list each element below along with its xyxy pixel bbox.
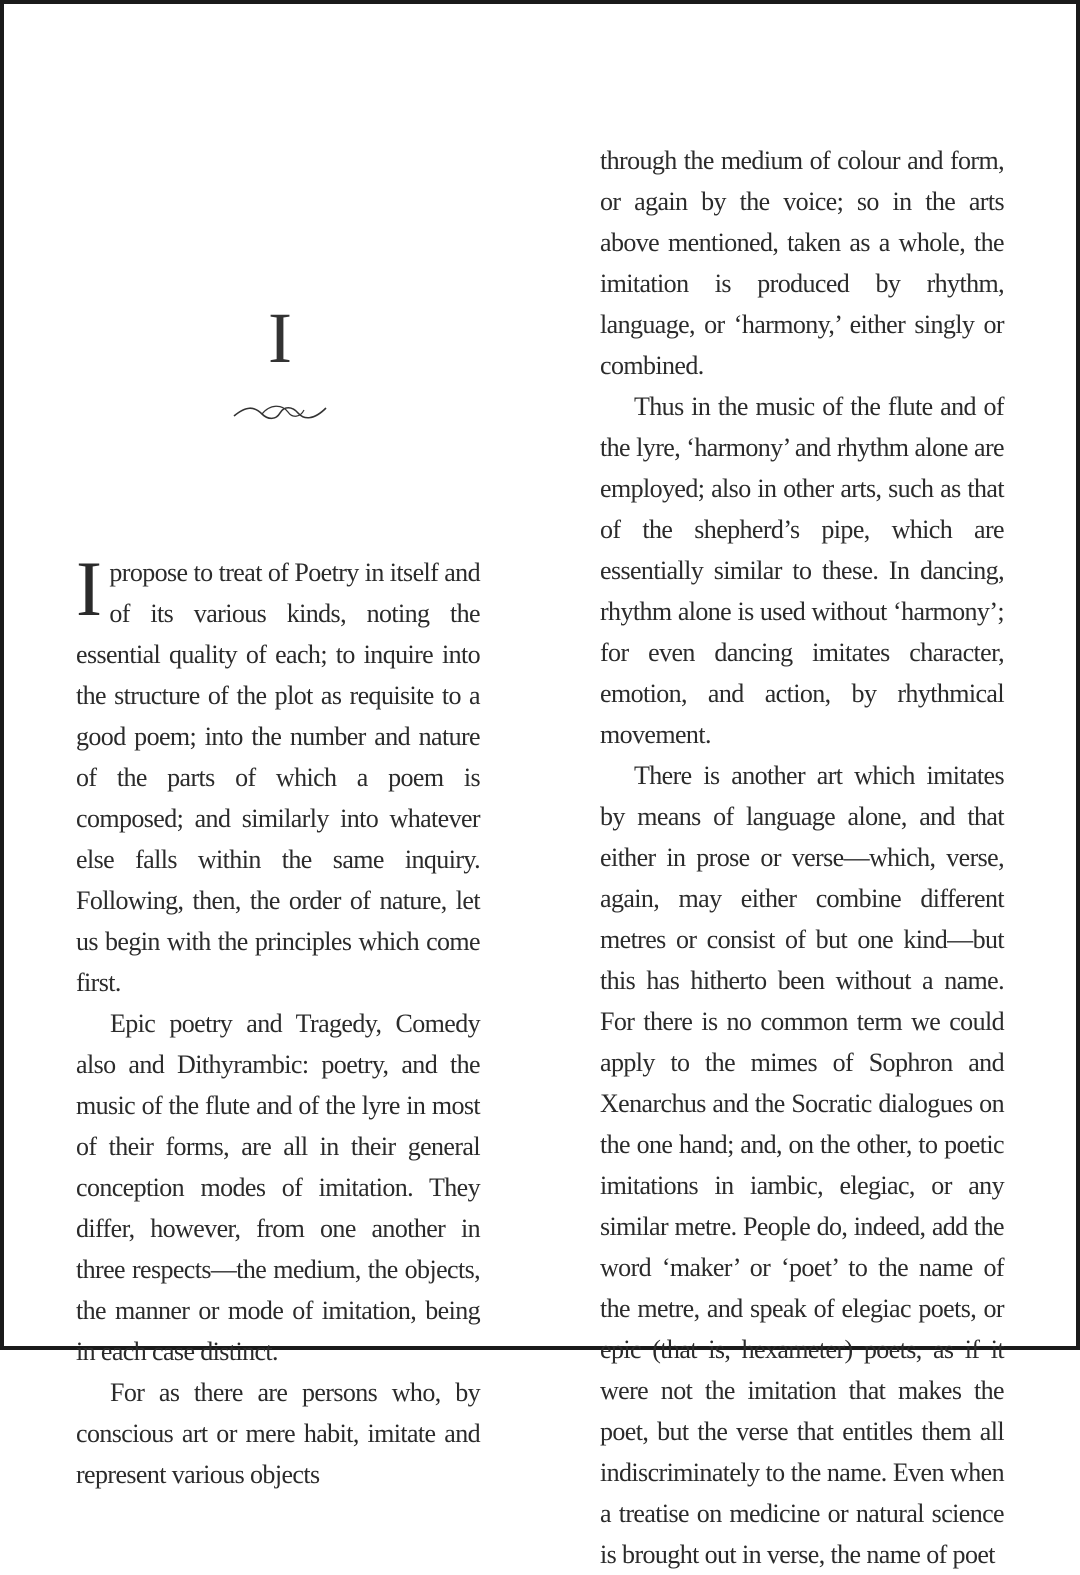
- swash-ornament-icon: [232, 396, 328, 426]
- chapter-numeral: I: [268, 298, 292, 378]
- left-column: [76, 545, 480, 1495]
- paragraph: Thus in the music of the flute and of the lyre, ‘harmony’ and rhythm alone are employed; also in other arts, such as that of the shepherd’s pipe, which are essentially similar to these. In dancing, rhythm alone is used without ‘harmony’; for even dancing imitates character, emotion, and action, by rhythmical movement.: [600, 392, 1004, 749]
- drop-cap: I: [76, 545, 102, 632]
- right-column: [600, 140, 1004, 1575]
- paragraph-text: propose to treat of Poetry in itself and of its various kinds, noting the essential quality of each; to inquire into the structure of the plot as requisite to a good poem; into the number and nature of the parts of which a poem is composed; and similarly into whatever else falls within the same inquiry. Following, then, the order of nature, let us begin with the principles which come first.: [76, 558, 480, 997]
- paragraph: [76, 545, 480, 1003]
- paragraph: There is another art which imitates by means of language alone, and that either in prose or verse—which, verse, again, may either combine different metres or consist of but one kind—but this has hitherto been without a name. For there is no common term we could apply to the mimes of Sophron and Xenarchus and the Socratic dialogues on the one hand; and, on the other, to poetic imitations in iambic, elegiac, or any similar metre. People do, indeed, add the word ‘maker’ or ‘poet’ to the name of the metre, and speak of elegiac poets, or epic (that is, hexameter) poets, as if it were not the imitation that makes the poet, but the verse that entitles them all indiscriminately to the name. Even when a treatise on medicine or natural science is brought out in verse, the name of poet: [600, 761, 1004, 1569]
- paragraph: through the medium of colour and form, or again by the voice; so in the arts above mentioned, taken as a whole, the imitation is produced by rhythm, language, or ‘harmony,’ either singly or combined.: [600, 146, 1004, 380]
- paragraph: Epic poetry and Tragedy, Comedy also and Dithyrambic: poetry, and the music of the flute and of the lyre in most of their forms, are all in their general conception modes of imitation. They differ, however, from one another in three respects—the medium, the objects, the manner or mode of imitation, being in each case distinct.: [76, 1009, 480, 1366]
- paragraph: For as there are persons who, by conscious art or mere habit, imitate and represent various objects: [76, 1378, 480, 1489]
